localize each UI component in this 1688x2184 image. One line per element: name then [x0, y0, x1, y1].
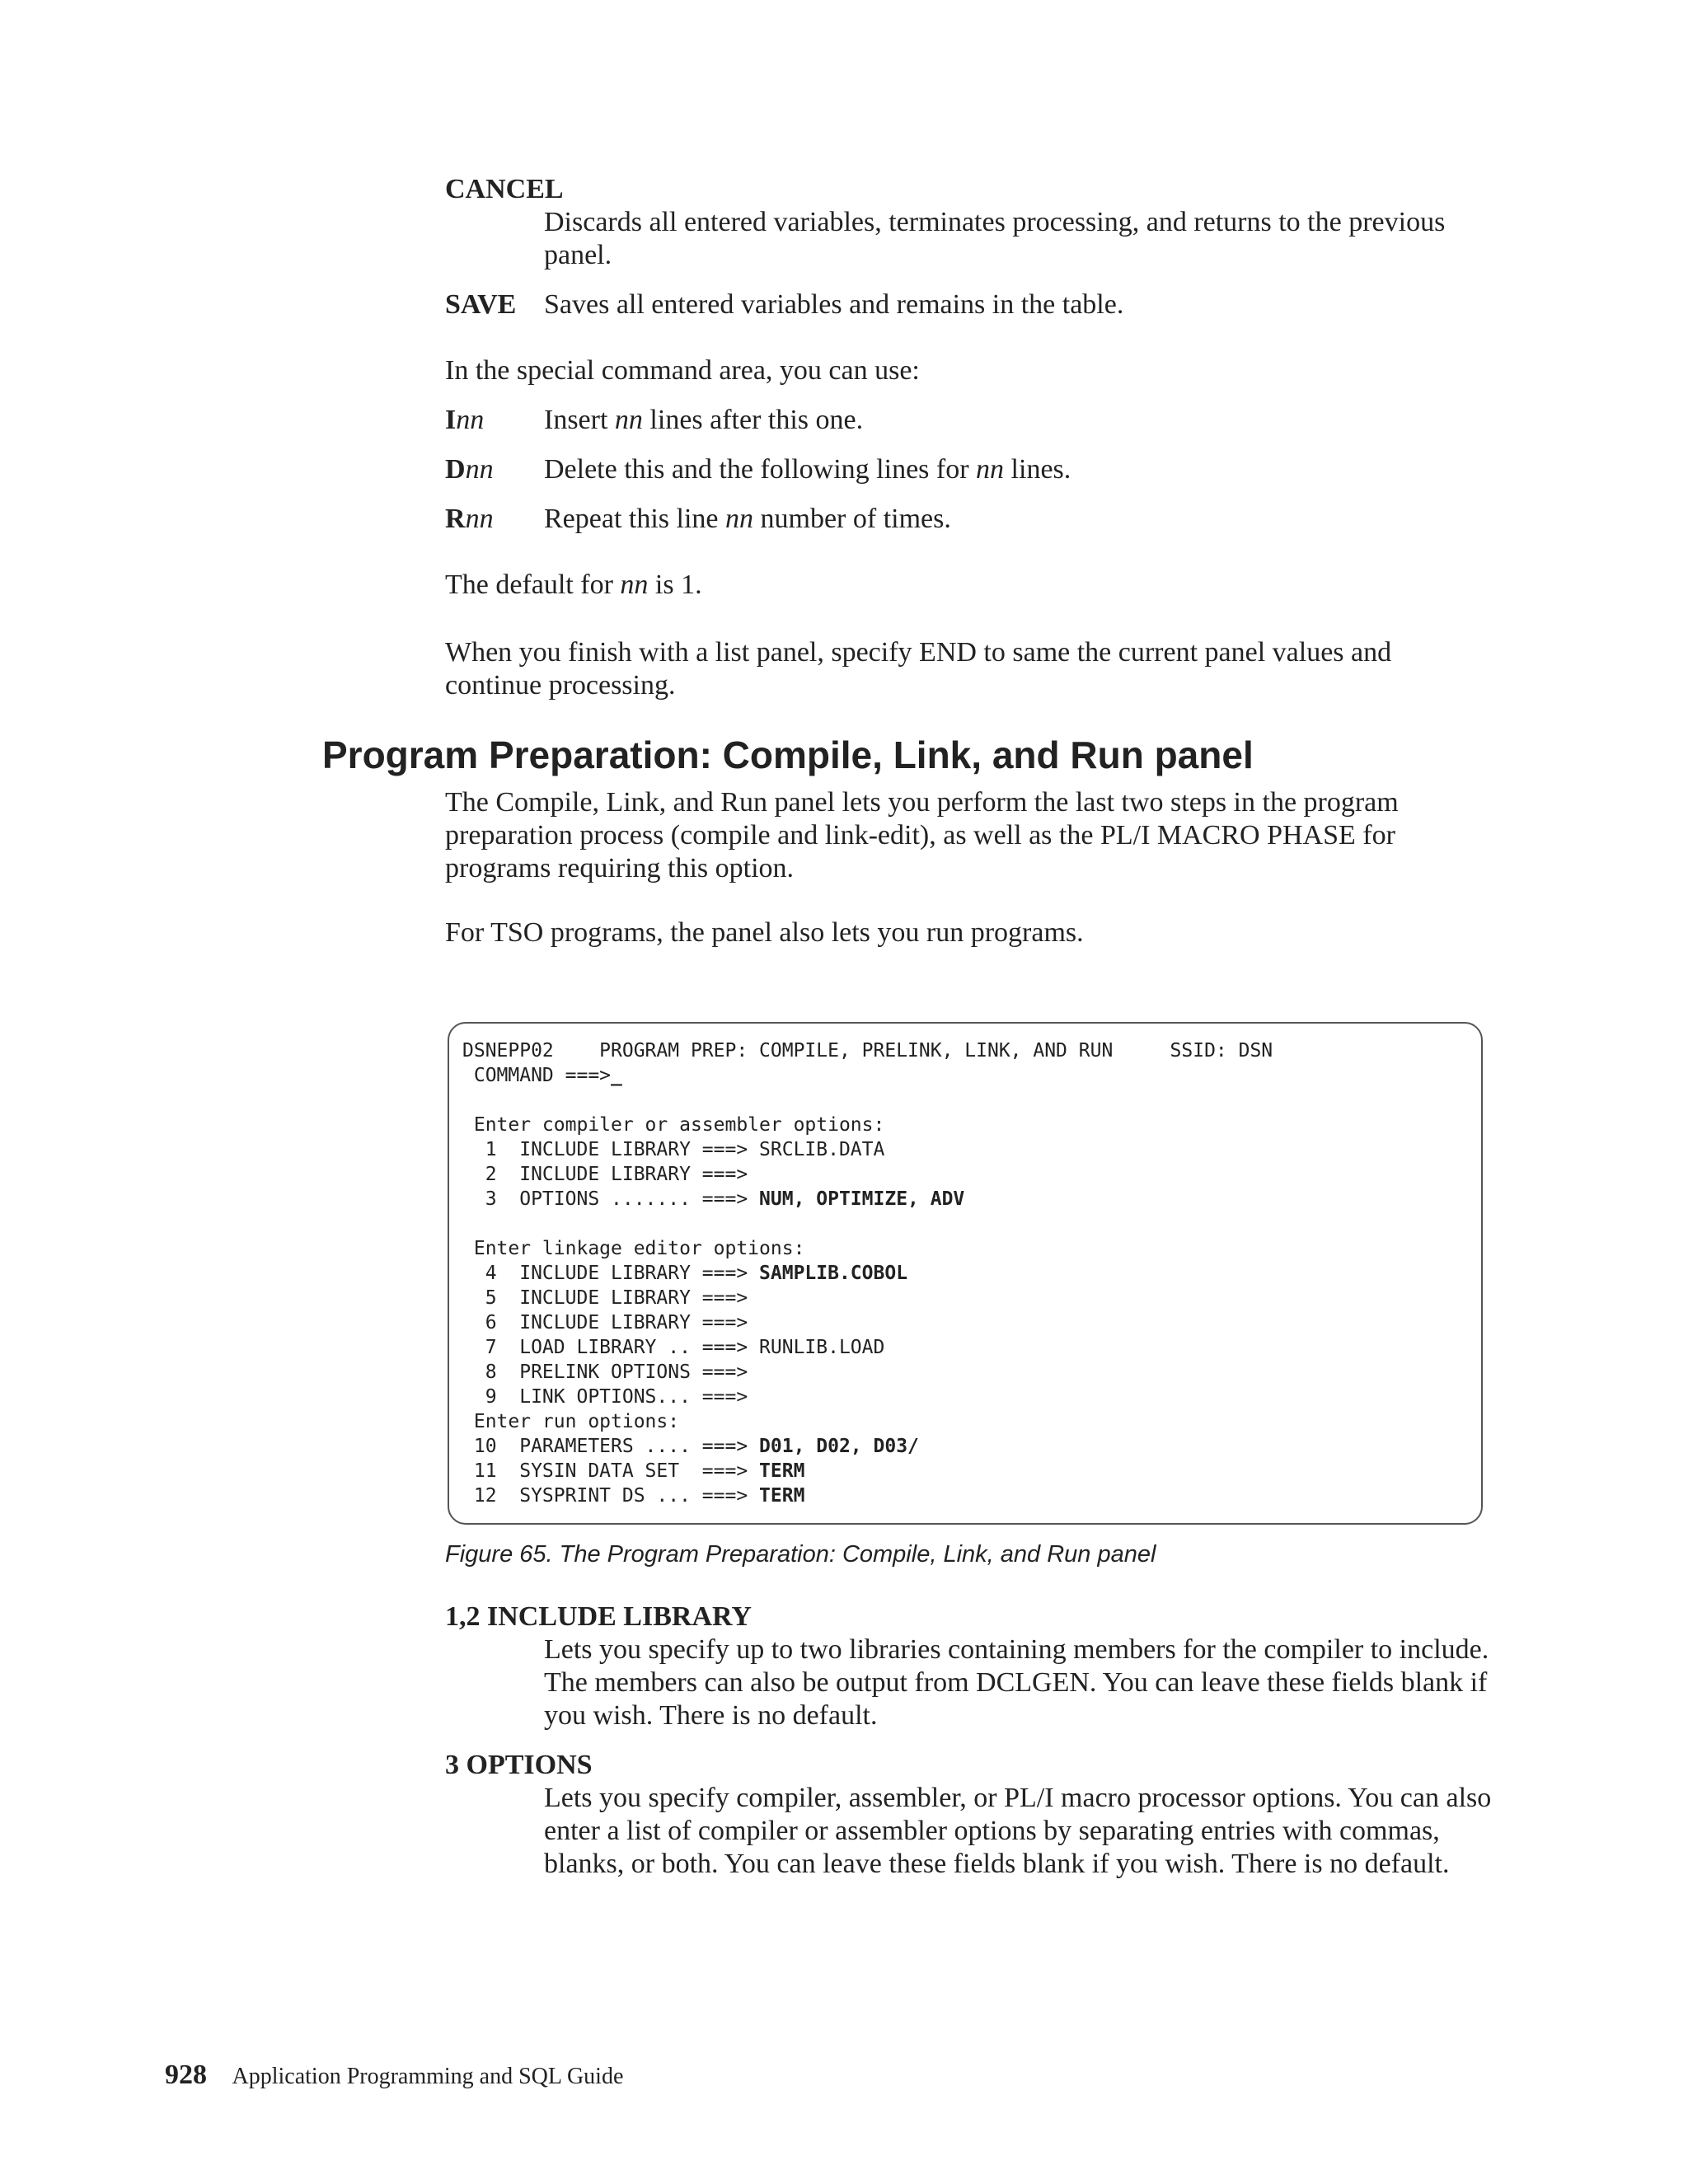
- command-description: Insert nn lines after this one.: [544, 405, 864, 435]
- panel-line: 7 LOAD LIBRARY .. ===> RUNLIB.LOAD: [462, 1337, 885, 1358]
- panel-line: 8 PRELINK OPTIONS ===>: [462, 1361, 748, 1383]
- panel-command-line: COMMAND ===>_: [462, 1065, 622, 1086]
- panel-line: 2 INCLUDE LIBRARY ===>: [462, 1164, 748, 1185]
- command-description: Delete this and the following lines for nn lines.: [544, 454, 1071, 485]
- panel-line: 9 LINK OPTIONS... ===>: [462, 1386, 748, 1408]
- panel-line: 1 INCLUDE LIBRARY ===> SRCLIB.DATA: [462, 1139, 885, 1160]
- section-heading: Program Preparation: Compile, Link, and Run panel: [322, 733, 1254, 776]
- term-description: Discards all entered variables, terminates processing, and returns to the previous panel.: [544, 207, 1446, 270]
- panel-line: Enter compiler or assembler options:: [462, 1114, 885, 1136]
- term-description: Lets you specify compiler, assembler, or PL/I macro processor options. You can also enter a list of compiler or assembler options by separating entries with commas, blanks, or both. You can leave these fields blank if you wish. There is no default.: [544, 1783, 1492, 1879]
- panel-line: 4 INCLUDE LIBRARY ===> SAMPLIB.COBOL: [462, 1263, 908, 1284]
- panel-line: 10 PARAMETERS .... ===> D01, D02, D03/: [462, 1436, 919, 1457]
- panel-line: 5 INCLUDE LIBRARY ===>: [462, 1287, 748, 1309]
- command-name: Inn: [445, 405, 485, 435]
- page-number: 928: [165, 2060, 207, 2090]
- special-intro: In the special command area, you can use:: [445, 355, 920, 386]
- panel-line: 6 INCLUDE LIBRARY ===>: [462, 1312, 748, 1333]
- command-name: Dnn: [445, 454, 494, 485]
- term-label: CANCEL: [445, 174, 564, 204]
- command-name: Rnn: [445, 504, 494, 534]
- panel-line: 3 OPTIONS ....... ===> NUM, OPTIMIZE, ADV: [462, 1188, 965, 1210]
- term-description: Saves all entered variables and remains in the table.: [544, 289, 1124, 320]
- figure-caption: Figure 65. The Program Preparation: Compile, Link, and Run panel: [445, 1541, 1156, 1568]
- default-note: The default for nn is 1.: [445, 569, 702, 600]
- term-label: SAVE: [445, 289, 517, 320]
- panel-line: 12 SYSPRINT DS ... ===> TERM: [462, 1485, 805, 1507]
- command-description: Repeat this line nn number of times.: [544, 504, 951, 534]
- ispf-panel-figure: [448, 1022, 1483, 1525]
- section-intro-paragraph: The Compile, Link, and Run panel lets you perform the last two steps in the program preparation process (compile and link-edit), as well as the PL/I MACRO PHASE for programs requiring this option.: [445, 787, 1399, 883]
- panel-line: DSNEPP02 PROGRAM PREP: COMPILE, PRELINK, LINK, AND RUN SSID: DSN: [462, 1040, 1273, 1062]
- panel-line: Enter run options:: [462, 1411, 680, 1432]
- panel-line: 11 SYSIN DATA SET ===> TERM: [462, 1460, 805, 1482]
- term-label: 1,2 INCLUDE LIBRARY: [445, 1601, 752, 1632]
- term-label: 3 OPTIONS: [445, 1750, 593, 1780]
- section-tso-paragraph: For TSO programs, the panel also lets you run programs.: [445, 917, 1084, 948]
- finish-paragraph: When you finish with a list panel, specify END to same the current panel values and continue processing.: [445, 637, 1392, 701]
- term-description: Lets you specify up to two libraries containing members for the compiler to include. The members can also be output from DCLGEN. You can leave these fields blank if you wish. There is no default.: [544, 1634, 1489, 1731]
- panel-line: Enter linkage editor options:: [462, 1238, 805, 1259]
- page-footer: [165, 2059, 623, 2093]
- book-title: Application Programming and SQL Guide: [232, 2064, 624, 2089]
